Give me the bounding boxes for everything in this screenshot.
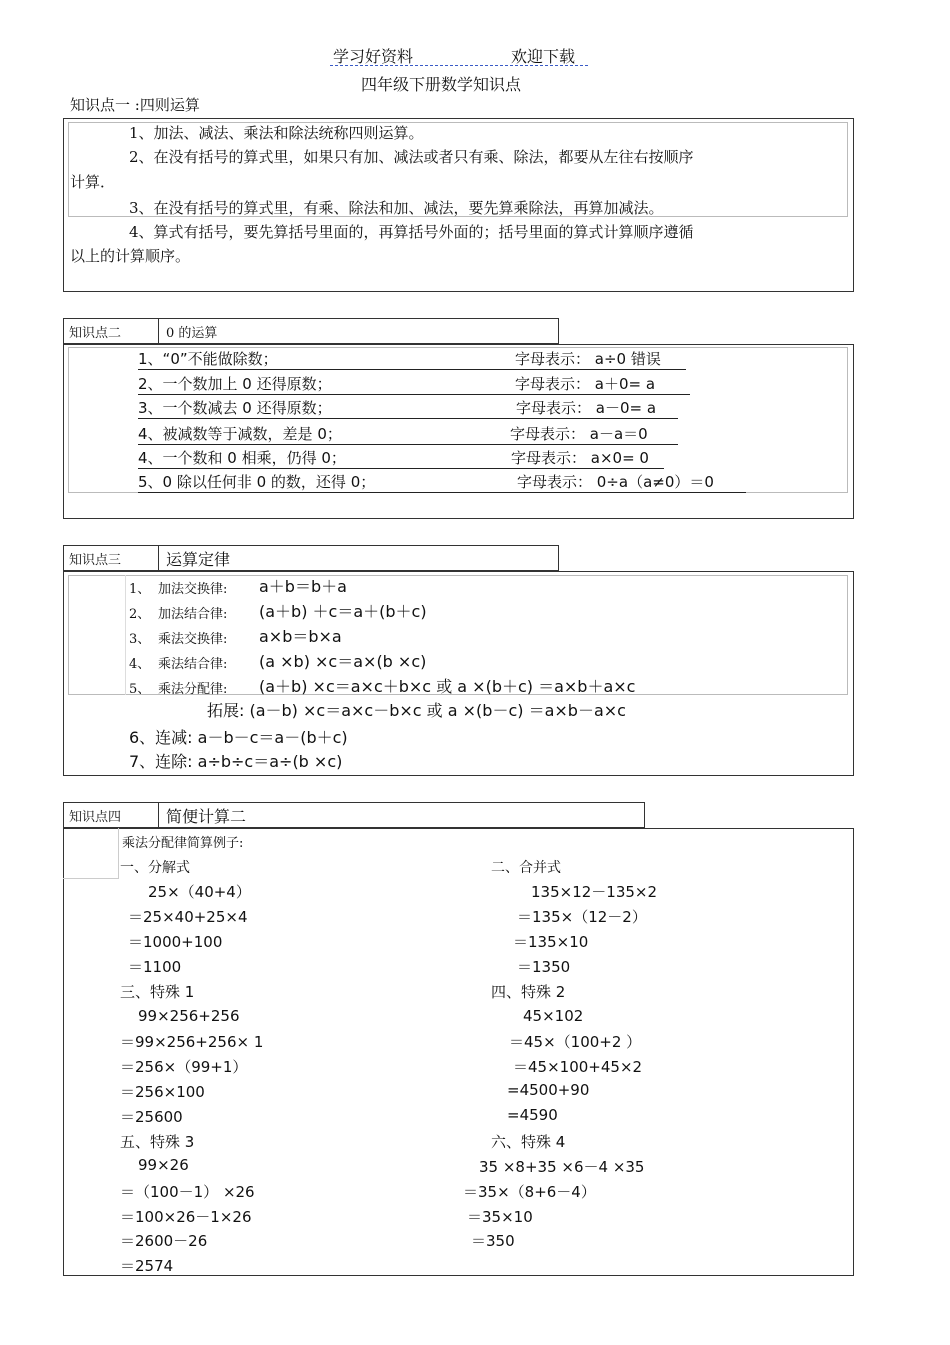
zero-rule-formula: 字母表示： a－0= a xyxy=(516,399,657,417)
calc-line: 25×（40+4） xyxy=(148,883,251,901)
calc-line: 35 ×8+35 ×6－4 ×35 xyxy=(479,1158,645,1176)
section2-title: 0 的运算 xyxy=(166,326,218,341)
section1-line: 以上的计算顺序。 xyxy=(70,247,191,265)
zero-rule: 3、一个数减去 0 还得原数； xyxy=(138,397,678,419)
law-name: 加法结合律: xyxy=(158,607,228,622)
section3-title: 运算定律 xyxy=(166,550,231,569)
calc-line: ＝1000+100 xyxy=(128,933,223,951)
calc-line: 45×102 xyxy=(523,1007,584,1025)
law-extension: 拓展: (a－b) ×c＝a×c－b×c 或 a ×(b－c) ＝a×b－a×c xyxy=(207,701,626,720)
header-dashed-line xyxy=(330,65,588,66)
calc-line: ＝25×40+25×4 xyxy=(128,908,248,926)
law-formula: a＋b＝b＋a xyxy=(259,577,347,596)
zero-rule: 4、被减数等于减数，差是 0； xyxy=(138,423,678,445)
law-formula: (a＋b) ＋c＝a＋(b＋c) xyxy=(259,602,427,621)
section4-inner-divider xyxy=(118,828,119,878)
section1-heading: 知识点一 :四则运算 xyxy=(70,96,200,114)
example-title: 五、特殊 3 xyxy=(120,1133,195,1151)
zero-rule: 1、“0”不能做除数； xyxy=(138,348,686,370)
calc-line: ＝（100－1） ×26 xyxy=(120,1183,255,1201)
law-number: 4、 xyxy=(129,657,151,672)
zero-rule-formula: 字母表示： 0÷a（a≠0）＝0 xyxy=(517,473,714,491)
calc-line: 99×26 xyxy=(138,1156,189,1174)
rule-continuous-subtraction: 6、连减: a－b－c＝a－(b＋c) xyxy=(129,728,348,747)
page-title: 四年级下册数学知识点 xyxy=(361,75,522,94)
zero-rule: 5、0 除以任何非 0 的数，还得 0； xyxy=(138,471,746,493)
law-name: 乘法结合律: xyxy=(158,657,228,672)
law-formula: (a＋b) ×c＝a×c＋b×c 或 a ×(b＋c) ＝a×b＋a×c xyxy=(259,677,636,696)
zero-rule-formula: 字母表示： a－a＝0 xyxy=(510,425,648,443)
law-name: 加法交换律: xyxy=(158,582,228,597)
section3-label: 知识点三 xyxy=(69,553,122,568)
calc-line: ＝135×10 xyxy=(513,933,589,951)
example-title: 六、特殊 4 xyxy=(491,1133,566,1151)
example-title: 二、合并式 xyxy=(491,860,561,876)
section2-title-box xyxy=(158,318,559,344)
calc-line: ＝35×10 xyxy=(467,1208,533,1226)
calc-line: ＝45×100+45×2 xyxy=(513,1058,643,1076)
section1-line: 3、在没有括号的算式里，有乘、除法和加、减法，要先算乘除法，再算加减法。 xyxy=(129,199,664,217)
example-title: 三、特殊 1 xyxy=(120,983,195,1001)
section2-label: 知识点二 xyxy=(69,326,122,341)
calc-line: ＝25600 xyxy=(120,1108,183,1126)
calc-line: ＝45×（100+2 ） xyxy=(509,1033,642,1051)
calc-line: 99×256+256 xyxy=(138,1007,240,1025)
section4-inner-divider-bottom xyxy=(63,878,119,879)
section1-line: 2、在没有括号的算式里，如果只有加、减法或者只有乘、除法，都要从左往右按顺序 xyxy=(129,148,694,166)
calc-line: =4590 xyxy=(507,1106,558,1124)
calc-line: ＝135×（12－2） xyxy=(517,908,647,926)
calc-line: ＝100×26－1×26 xyxy=(120,1208,252,1226)
calc-line: ＝350 xyxy=(471,1232,515,1250)
section4-label: 知识点四 xyxy=(69,810,122,825)
zero-rule-formula: 字母表示： a×0= 0 xyxy=(511,449,649,467)
calc-line: ＝99×256+256× 1 xyxy=(120,1033,264,1051)
calc-line: ＝2600－26 xyxy=(120,1232,208,1250)
law-number: 2、 xyxy=(129,607,151,622)
calc-line: ＝256×（99+1） xyxy=(120,1058,248,1076)
header-left: 学习好资料 xyxy=(333,47,414,66)
section1-line: 计算． xyxy=(70,173,116,191)
calc-line: ＝1350 xyxy=(517,958,571,976)
section4-title: 简便计算二 xyxy=(166,807,247,826)
law-name: 乘法分配律: xyxy=(158,682,228,697)
law-formula: a×b＝b×a xyxy=(259,627,342,646)
rule-continuous-division: 7、连除: a÷b÷c＝a÷(b ×c) xyxy=(129,752,343,771)
law-number: 5、 xyxy=(129,682,151,697)
calc-line: =4500+90 xyxy=(507,1081,590,1099)
law-formula: (a ×b) ×c＝a×(b ×c) xyxy=(259,652,427,671)
zero-rule: 4、一个数和 0 相乘，仍得 0； xyxy=(138,447,664,469)
header-right: 欢迎下载 xyxy=(511,47,576,66)
zero-rule-formula: 字母表示： a＋0= a xyxy=(515,375,656,393)
calc-line: ＝2574 xyxy=(120,1257,174,1275)
example-title: 一、分解式 xyxy=(120,860,190,876)
section4-intro: 乘法分配律简算例子: xyxy=(122,836,244,851)
example-title: 四、特殊 2 xyxy=(491,983,566,1001)
calc-line: 135×12－135×2 xyxy=(531,883,658,901)
zero-rule-formula: 字母表示： a÷0 错误 xyxy=(515,350,661,368)
law-number: 3、 xyxy=(129,632,151,647)
law-number: 1、 xyxy=(129,582,151,597)
zero-rule: 2、一个数加上 0 还得原数； xyxy=(138,373,690,395)
section3-divider xyxy=(125,575,126,695)
law-name: 乘法交换律: xyxy=(158,632,228,647)
section1-line: 1、加法、减法、乘法和除法统称四则运算。 xyxy=(129,124,424,142)
calc-line: ＝256×100 xyxy=(120,1083,205,1101)
calc-line: ＝35×（8+6－4） xyxy=(463,1183,596,1201)
calc-line: ＝1100 xyxy=(128,958,182,976)
section1-line: 4、算式有括号，要先算括号里面的，再算括号外面的；括号里面的算式计算顺序遵循 xyxy=(129,223,694,241)
